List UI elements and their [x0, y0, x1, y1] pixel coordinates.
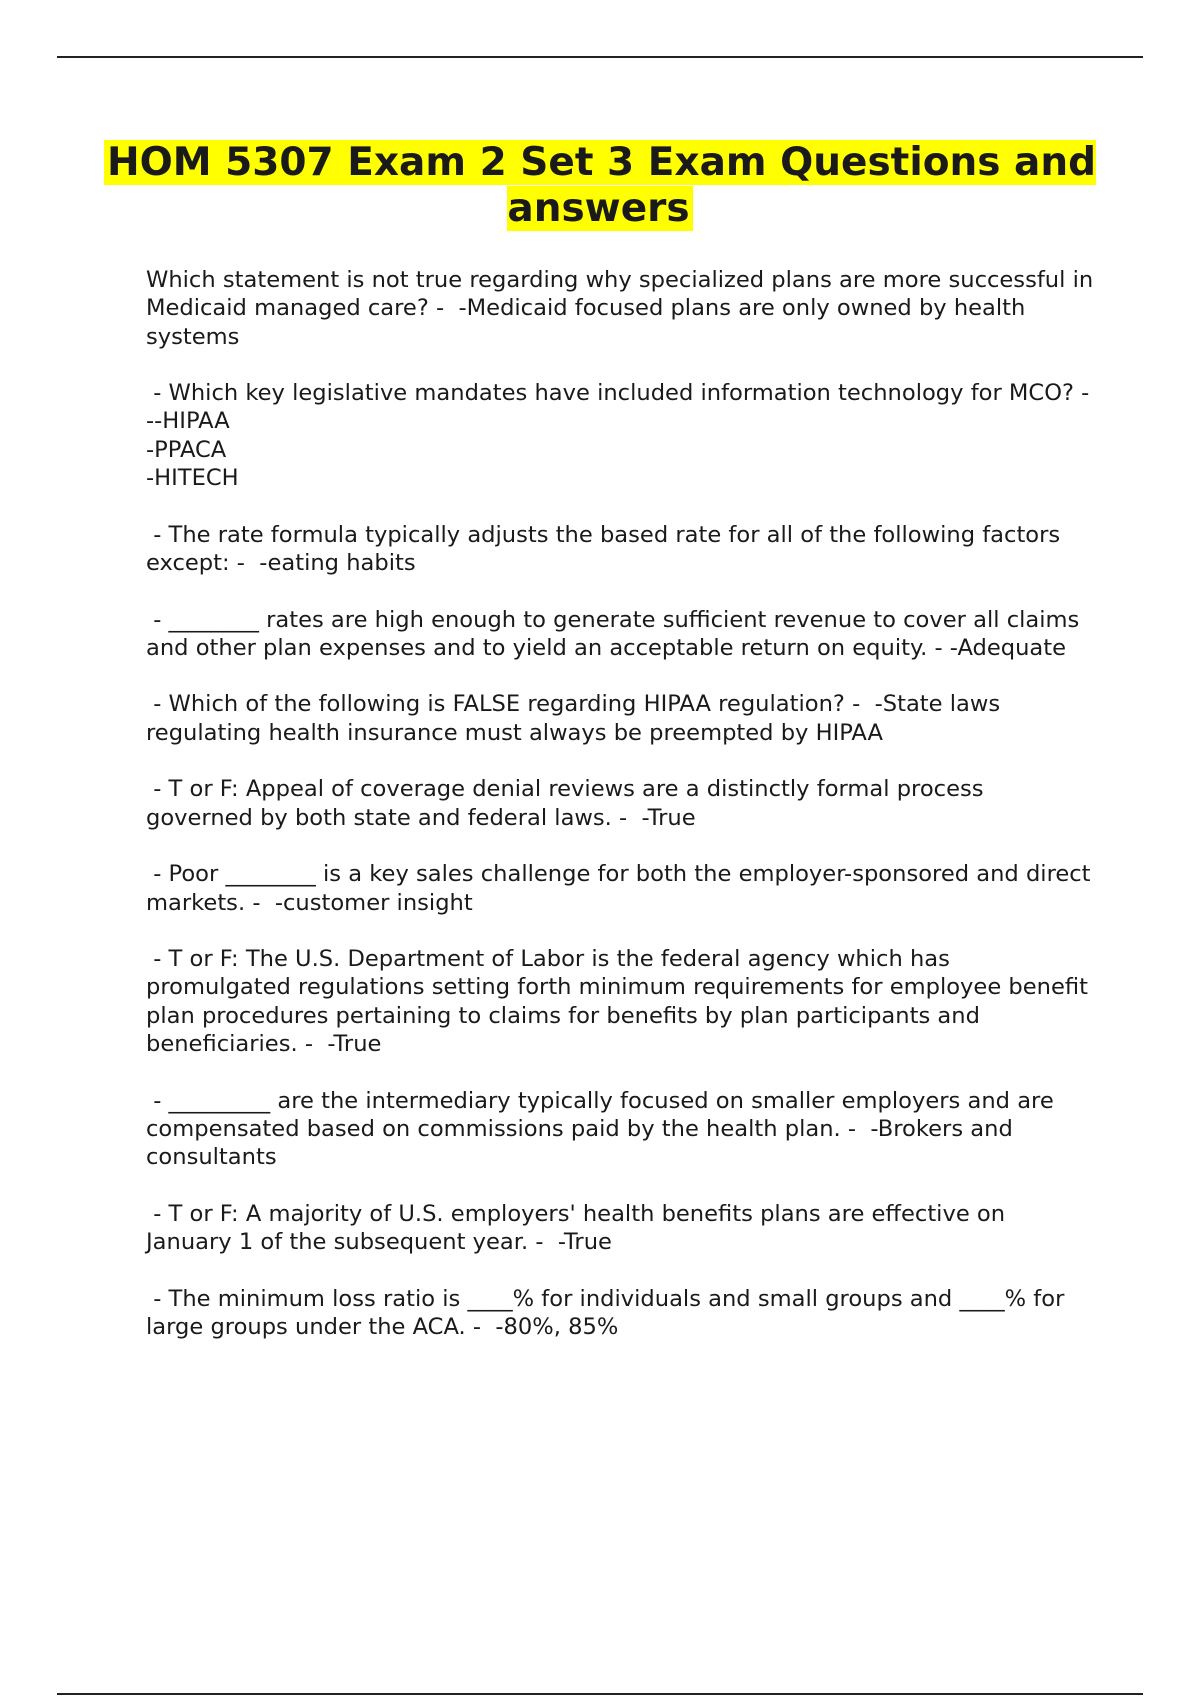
qa-item: - T or F: A majority of U.S. employers' health benefits plans are effective on January 1 of the subsequent year. - -True	[146, 1200, 1013, 1256]
title-highlight: HOM 5307 Exam 2 Set 3 Exam Questions and answers	[104, 140, 1096, 231]
page-title	[100, 140, 1100, 232]
bottom-divider	[57, 1693, 1143, 1695]
qa-item: - Which key legislative mandates have included information technology for MCO? - --HIPAA -PPACA -HITECH	[146, 380, 1090, 492]
qa-item: - T or F: Appeal of coverage denial reviews are a distinctly formal process governed by both state and federal laws. - -True	[146, 776, 991, 831]
qa-item: - Which of the following is FALSE regarding HIPAA regulation? - -State laws regulating health insurance must always be preempted by HIPAA	[146, 691, 1008, 746]
qa-item: - ________ rates are high enough to generate sufficient revenue to cover all claims and other plan expenses and to yield an acceptable return on equity. - -Adequate	[146, 606, 1087, 661]
qa-item: - The minimum loss ratio is ____% for individuals and small groups and ____% for large groups under the ACA. - -80%, 85%	[146, 1285, 1072, 1340]
qa-item: - Poor ________ is a key sales challenge for both the employer-sponsored and direct markets. - -customer insight	[146, 861, 1098, 916]
qa-item: Which statement is not true regarding why specialized plans are more successful in Medicaid managed care? - -Medicaid focused plans are only owned by health systems	[146, 267, 1101, 350]
qa-list	[146, 266, 1101, 1370]
qa-item: - The rate formula typically adjusts the based rate for all of the following factors except: - -eating habits	[146, 521, 1068, 576]
qa-item: - T or F: The U.S. Department of Labor is the federal agency which has promulgated regulations setting forth minimum requirements for employee benefit plan procedures pertaining to claims for benefits by plan participants and beneficiaries. - -True	[146, 946, 1096, 1058]
top-divider	[57, 56, 1143, 58]
qa-item: - _________ are the intermediary typically focused on smaller employers and are compensated based on commissions paid by the health plan. - -Brokers and consultants	[146, 1087, 1061, 1171]
